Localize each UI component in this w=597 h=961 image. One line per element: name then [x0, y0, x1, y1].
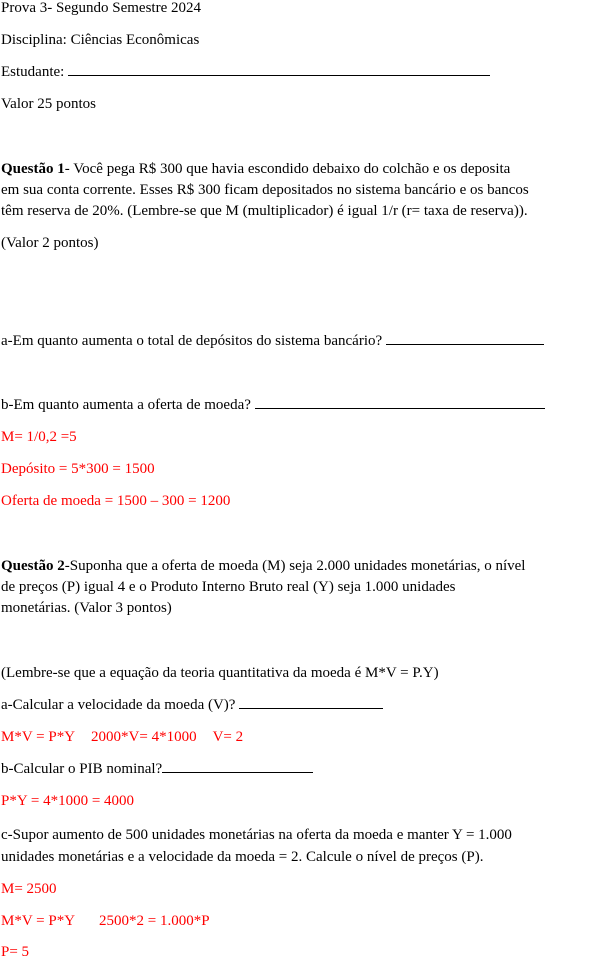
q1-text1: - Você pega R$ 300 que havia escondido debaixo do colchão e os deposita [64, 161, 511, 177]
discipline-line: Disciplina: Ciências Econômicas [1, 32, 200, 48]
q2-answer-a-2: 2000*V= 4*1000 [91, 729, 197, 745]
student-name-blank[interactable] [68, 63, 490, 76]
q1-item-b [1, 396, 545, 414]
q1-item-a-blank[interactable] [386, 332, 544, 345]
q2-item-a-text: a-Calcular a velocidade da moeda (V)? [1, 697, 236, 713]
q2-line3: monetárias. (Valor 3 pontos) [1, 600, 172, 616]
q1-line3: têm reserva de 20%. (Lembre-se que M (multiplicador) é igual 1/r (r= taxa de reserva)). [1, 203, 528, 219]
q1-points: (Valor 2 pontos) [1, 235, 99, 251]
q2-line1 [1, 557, 525, 575]
q1-item-b-text: b-Em quanto aumenta a oferta de moeda? [1, 397, 251, 413]
q2-answer-c-3: P= 5 [1, 944, 30, 960]
q1-line2: em sua conta corrente. Esses R$ 300 ficam depositados no sistema bancário e os bancos [1, 182, 529, 198]
q1-line1 [1, 160, 510, 178]
q2-item-c-line2: unidades monetárias e a velocidade da moeda = 2. Calcule o nível de preços (P). [1, 849, 484, 865]
q2-item-b-blank[interactable] [162, 760, 313, 773]
q2-item-a-blank[interactable] [239, 696, 383, 709]
student-line [1, 63, 490, 81]
q2-answer-c-1: M= 2500 [1, 881, 57, 897]
q2-reminder: (Lembre-se que a equação da teoria quantitativa da moeda é M*V = P.Y) [1, 665, 439, 681]
q2-answer-a-3: V= 2 [212, 729, 244, 745]
exam-value: Valor 25 pontos [1, 96, 96, 112]
q1-answer3: Oferta de moeda = 1500 – 300 = 1200 [1, 493, 231, 509]
q1-item-a [1, 332, 544, 350]
exam-title: Prova 3- Segundo Semestre 2024 [1, 0, 201, 16]
q2-answer-c-2b: 2500*2 = 1.000*P [99, 913, 210, 929]
q1-item-b-blank[interactable] [255, 396, 545, 409]
q2-answer-c-2a: M*V = P*Y [1, 913, 76, 929]
q2-item-a [1, 696, 383, 714]
q2-answer-c-2 [1, 912, 210, 930]
q2-answer-a-1: M*V = P*Y [1, 729, 76, 745]
q2-item-b [1, 760, 313, 778]
q2-text1: -Suponha que a oferta de moeda (M) seja 2.000 unidades monetárias, o nível [64, 558, 526, 574]
q1-answer2: Depósito = 5*300 = 1500 [1, 461, 155, 477]
q2-heading: Questão 2 [1, 558, 65, 574]
q2-line2: de preços (P) igual 4 e o Produto Interno Bruto real (Y) seja 1.000 unidades [1, 579, 456, 595]
q2-item-c-line1: c-Supor aumento de 500 unidades monetárias na oferta da moeda e manter Y = 1.000 [1, 827, 512, 843]
q1-answer1: M= 1/0,2 =5 [1, 429, 77, 445]
q2-answer-a [1, 728, 243, 746]
q2-item-b-text: b-Calcular o PIB nominal? [1, 761, 163, 777]
q1-item-a-text: a-Em quanto aumenta o total de depósitos do sistema bancário? [1, 333, 383, 349]
q1-heading: Questão 1 [1, 161, 65, 177]
q2-answer-b: P*Y = 4*1000 = 4000 [1, 793, 135, 809]
student-label: Estudante: [1, 64, 65, 80]
